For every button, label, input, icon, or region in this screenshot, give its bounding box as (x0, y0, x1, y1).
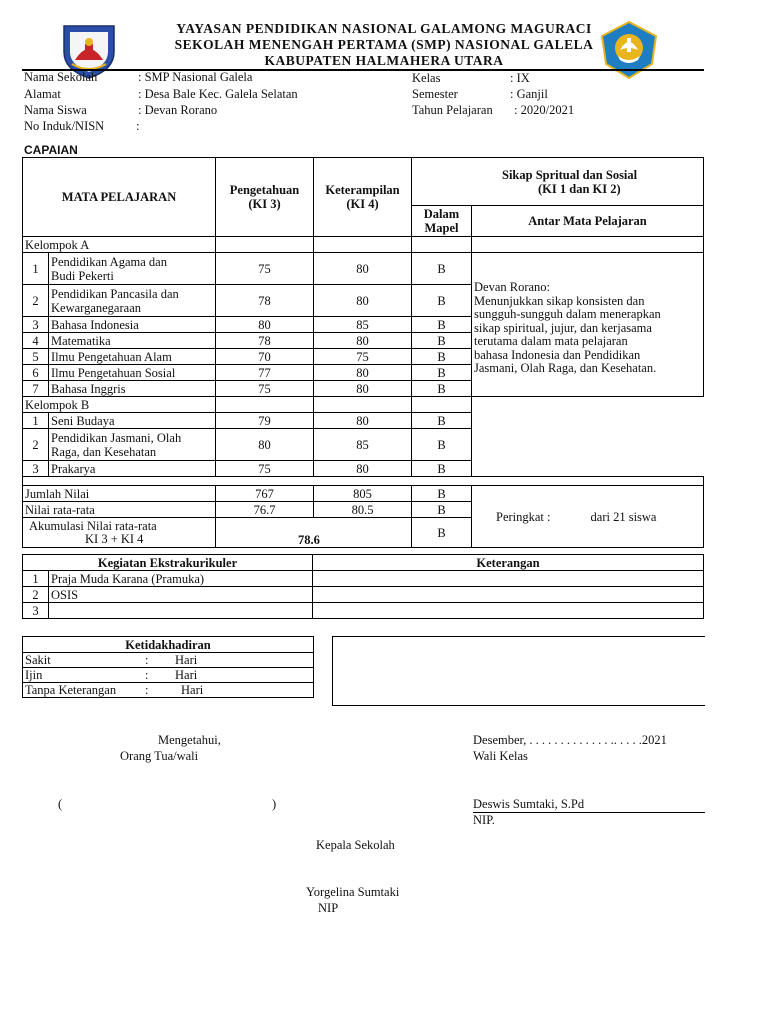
activity-note (313, 603, 704, 619)
skill-score: 75 (314, 349, 412, 365)
attitude-grade: B (412, 365, 472, 381)
activity-name (49, 603, 313, 619)
absence-label: Ijin (25, 668, 43, 682)
grades-table (22, 157, 704, 548)
knowledge-score: 75 (216, 381, 314, 397)
absence-table (22, 636, 314, 698)
capaian-title: CAPAIAN (24, 143, 78, 157)
avg-label: Nilai rata-rata (23, 502, 216, 518)
subject-number: 2 (23, 429, 49, 461)
semester-value: : Ganjil (510, 87, 548, 101)
description-line: sikap spiritual, jujur, dan kerjasama (474, 320, 652, 335)
attitude-grade: B (412, 333, 472, 349)
skill-score: 85 (314, 317, 412, 333)
subject-name: Pendidikan Pancasila dan Kewarganegaraan (49, 285, 216, 317)
activity-number: 1 (23, 571, 49, 587)
col-activity-header: Kegiatan Ekstrakurikuler (23, 555, 313, 571)
parent-paren-close: ) (272, 797, 277, 811)
subject-number: 7 (23, 381, 49, 397)
absence-row (23, 668, 314, 683)
absence-sep: : (145, 653, 149, 667)
subject-name: Ilmu Pengetahuan Alam (49, 349, 216, 365)
acknowledge-text: Mengetahui, (158, 733, 221, 747)
col-note-header: Keterangan (313, 555, 704, 571)
subject-number: 1 (23, 413, 49, 429)
notes-box (332, 636, 705, 706)
knowledge-score: 79 (216, 413, 314, 429)
description-line: sungguh-sungguh dalam menerapkan (474, 307, 661, 322)
subject-name: Bahasa Inggris (49, 381, 216, 397)
year-value: : 2020/2021 (514, 103, 575, 117)
group-a-label: Kelompok A (23, 237, 216, 253)
foundation-name: YAYASAN PENDIDIKAN NASIONAL GALAMONG MAGURACI (176, 21, 592, 36)
total-label: Jumlah Nilai (23, 486, 216, 502)
skill-score: 80 (314, 381, 412, 397)
accum-value: 78.6 (216, 518, 412, 548)
description-line: bahasa Indonesia dan Pendidikan (474, 347, 641, 362)
subject-name: Pendidikan Agama dan Budi Pekerti (49, 253, 216, 285)
regency-name: KABUPATEN HALMAHERA UTARA (264, 53, 504, 68)
col-knowledge-header: Pengetahuan (KI 3) (216, 158, 314, 237)
knowledge-score: 80 (216, 429, 314, 461)
subject-number: 1 (23, 253, 49, 285)
header-divider (22, 69, 704, 71)
skill-score: 85 (314, 429, 412, 461)
principal-name: Yorgelina Sumtaki (306, 885, 400, 899)
description-line: Jasmani, Olah Raga, dan Kesehatan. (474, 361, 657, 376)
col-skill-header: Keterampilan (KI 4) (314, 158, 412, 237)
subject-name: Matematika (49, 333, 216, 349)
absence-label: Tanpa Keterangan (25, 683, 117, 697)
description-line: Devan Rorano: (474, 280, 551, 295)
subject-name: Pendidikan Jasmani, Olah Raga, dan Kesehatan (49, 429, 216, 461)
total-ki3: 767 (216, 486, 314, 502)
attitude-grade: B (412, 429, 472, 461)
student-value: : Devan Rorano (138, 103, 218, 117)
student-label: Nama Siswa (24, 103, 87, 117)
homeroom-nip: NIP. (473, 813, 495, 827)
subject-number: 5 (23, 349, 49, 365)
attitude-grade: B (412, 381, 472, 397)
parent-label: Orang Tua/wali (120, 749, 199, 763)
knowledge-score: 75 (216, 253, 314, 285)
total-sikap: B (412, 486, 472, 502)
rank-cell: Peringkat : dari 21 siswa (472, 486, 704, 548)
extracurricular-table (22, 554, 704, 619)
col-attitude-header: Sikap Spritual dan Sosial (KI 1 dan KI 2) (412, 158, 704, 206)
attitude-grade: B (412, 461, 472, 477)
absence-sep: : (145, 668, 149, 682)
avg-ki4: 80.5 (314, 502, 412, 518)
absence-unit: Hari (175, 653, 198, 667)
knowledge-score: 77 (216, 365, 314, 381)
skill-score: 80 (314, 365, 412, 381)
col-in-subject-header: Dalam Mapel (412, 206, 472, 237)
skill-score: 80 (314, 253, 412, 285)
attitude-grade: B (412, 285, 472, 317)
skill-score: 80 (314, 461, 412, 477)
absence-unit: Hari (181, 683, 204, 697)
attitude-grade: B (412, 253, 472, 285)
absence-sep: : (145, 683, 149, 697)
absence-label: Sakit (25, 653, 51, 667)
col-across-header: Antar Mata Pelajaran (472, 206, 704, 237)
skill-score: 80 (314, 285, 412, 317)
subject-number: 3 (23, 461, 49, 477)
absence-title: Ketidakhadiran (23, 637, 314, 653)
accum-label: Akumulasi Nilai rata-rata KI 3 + KI 4 (23, 518, 216, 548)
subject-number: 3 (23, 317, 49, 333)
activity-name: OSIS (49, 587, 313, 603)
activity-name: Praja Muda Karana (Pramuka) (49, 571, 313, 587)
skill-score: 80 (314, 413, 412, 429)
class-label: Kelas (412, 71, 441, 85)
nisn-label: No Induk/NISN (24, 119, 105, 133)
subject-name: Ilmu Pengetahuan Sosial (49, 365, 216, 381)
absence-row (23, 683, 314, 698)
attitude-grade: B (412, 413, 472, 429)
principal-nip: NIP (318, 901, 339, 915)
group-b-label: Kelompok B (23, 397, 216, 413)
subject-name: Prakarya (49, 461, 216, 477)
knowledge-score: 78 (216, 285, 314, 317)
school-value: : SMP Nasional Galela (138, 70, 253, 84)
attitude-grade: B (412, 317, 472, 333)
school-name: SEKOLAH MENENGAH PERTAMA (SMP) NASIONAL GALELA (174, 37, 594, 52)
subject-name: Seni Budaya (49, 413, 216, 429)
date-text: Desember, . . . . . . . . . . . . . .. . . . .2021 (473, 733, 667, 747)
attitude-grade: B (412, 349, 472, 365)
col-subject-header: MATA PELAJARAN (23, 158, 216, 237)
activity-number: 2 (23, 587, 49, 603)
activity-note (313, 587, 704, 603)
knowledge-score: 75 (216, 461, 314, 477)
activity-note (313, 571, 704, 587)
activity-number: 3 (23, 603, 49, 619)
accum-sikap: B (412, 518, 472, 548)
school-label: Nama Sekolah (24, 70, 98, 84)
avg-sikap: B (412, 502, 472, 518)
absence-unit: Hari (175, 668, 198, 682)
subject-number: 2 (23, 285, 49, 317)
address-label: Alamat (24, 87, 61, 101)
parent-paren-open: ( (58, 797, 63, 811)
attitude-description (472, 253, 704, 397)
knowledge-score: 80 (216, 317, 314, 333)
total-ki4: 805 (314, 486, 412, 502)
class-value: : IX (510, 71, 530, 85)
year-label: Tahun Pelajaran (412, 103, 493, 117)
description-line: Menunjukkan sikap konsisten dan (474, 293, 645, 308)
subject-number: 4 (23, 333, 49, 349)
address-value: : Desa Bale Kec. Galela Selatan (138, 87, 298, 101)
principal-title: Kepala Sekolah (316, 838, 395, 852)
nisn-value: : (136, 119, 140, 133)
homeroom-name: Deswis Sumtaki, S.Pd (473, 797, 585, 811)
description-line: terutama dalam mata pelajaran (474, 334, 628, 349)
knowledge-score: 78 (216, 333, 314, 349)
absence-row (23, 653, 314, 668)
skill-score: 80 (314, 333, 412, 349)
homeroom-sign-line (473, 812, 705, 813)
avg-ki3: 76.7 (216, 502, 314, 518)
subject-name: Bahasa Indonesia (49, 317, 216, 333)
semester-label: Semester (412, 87, 458, 101)
subject-number: 6 (23, 365, 49, 381)
homeroom-label: Wali Kelas (473, 749, 528, 763)
knowledge-score: 70 (216, 349, 314, 365)
